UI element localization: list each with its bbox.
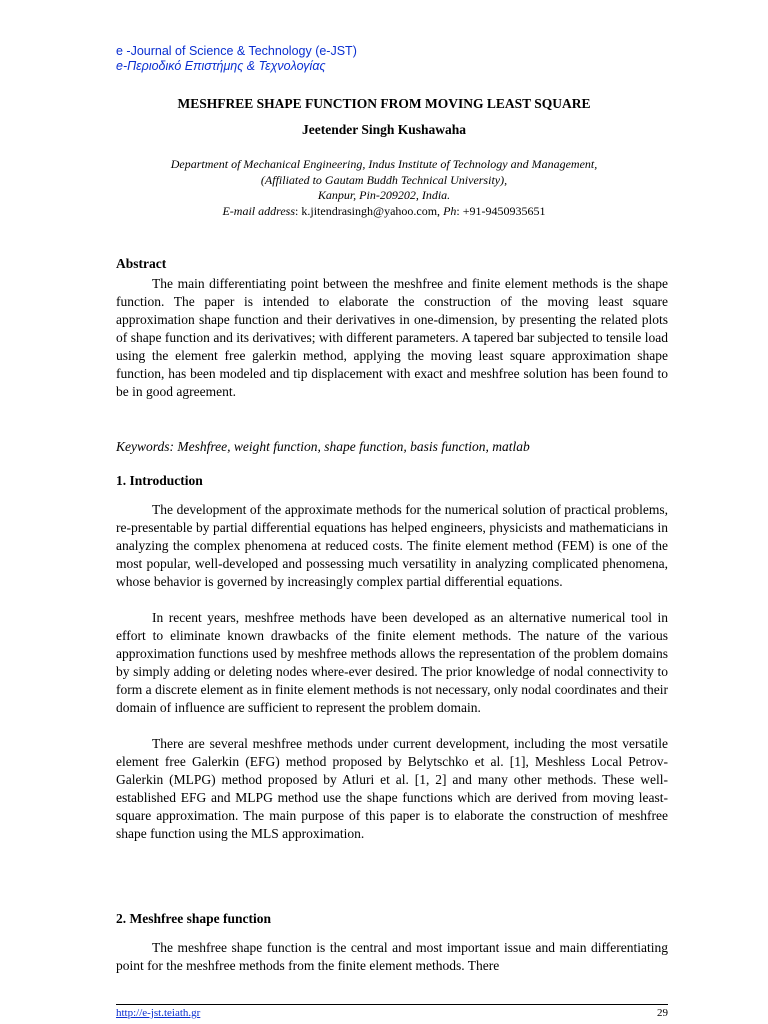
footer-url-link[interactable]: http://e-jst.teiath.gr — [116, 1007, 201, 1019]
introduction-paragraph-3: There are several meshfree methods under current development, including the most versatile element free Galerkin (EFG) method proposed by Belytschko et al. [1], Meshless Local Petrov-Galerkin (MLPG) method proposed by Atluri et al. [1, 2] and many other methods. These well-established EFG and MLPG method use the shape functions which are derived from moving least-square approximation. The main purpose of this paper is to elaborate the construction of meshfree shape function using the MLS approximation. — [116, 736, 668, 841]
phone-number: : +91-9450935651 — [456, 203, 546, 218]
shape-function-section — [116, 910, 668, 975]
affiliation-department: Department of Mechanical Engineering, Indus Institute of Technology and Management, — [170, 157, 598, 171]
paper-title: MESHFREE SHAPE FUNCTION FROM MOVING LEAST SQUARE — [177, 96, 591, 111]
abstract-section — [116, 255, 668, 401]
journal-name-greek: e-Περιοδικό Επιστήμης & Τεχνολογίας — [116, 59, 326, 73]
footer-divider — [116, 1004, 668, 1005]
journal-name-english: e -Journal of Science & Technology (e-JST) — [116, 44, 357, 58]
paper-author: Jeetender Singh Kushawaha — [301, 122, 467, 137]
affiliation-location: Kanpur, Pin-209202, India. — [317, 188, 451, 202]
introduction-paragraph-1: The development of the approximate methods for the numerical solution of practical problems, re-presentable by partial differential equations has helped engineers, physicists and mathematicians in analyzing the complex phenomena at reduced costs. The finite element method (FEM) is one of the most popular, well-developed and possessing much versatility in analyzing complicated phenomena, whose behavior is governed by increasingly complex partial differential equations. — [116, 502, 668, 589]
phone-label: Ph — [443, 203, 457, 218]
keywords-text: Keywords: Meshfree, weight function, shape function, basis function, matlab — [116, 439, 530, 454]
shape-function-heading: 2. Meshfree shape function — [116, 911, 271, 926]
abstract-text: The main differentiating point between the meshfree and finite element methods is the shape function. The paper is intended to elaborate the construction of the moving least square approximation shape function and their derivatives in one-dimension, by presenting the related plots of shape function and its derivatives; with different parameters. A tapered bar subjected to tensile load using the element free galerkin method, applying the moving least square approximation shape function, has been modeled and tip displacement with exact and meshfree solution has been found to be in good agreement. — [116, 276, 668, 399]
introduction-section — [116, 472, 668, 843]
journal-header — [116, 44, 357, 74]
shape-function-paragraph-1: The meshfree shape function is the central and most important issue and main differentiating point for the meshfree methods from the finite element methods. There — [116, 940, 668, 973]
email-label: E-mail address — [222, 203, 296, 218]
introduction-heading: 1. Introduction — [116, 473, 203, 488]
affiliation-university: (Affiliated to Gautam Buddh Technical University), — [260, 172, 508, 187]
introduction-paragraph-2: In recent years, meshfree methods have been developed as an alternative numerical tool in effort to eliminate known drawbacks of the finite element methods. The nature of the various approximation functions used by meshfree methods allows the representation of the problem domains by simply adding or deleting nodes where-ever desired. The prior knowledge of nodal connectivity to form a discrete element as in finite element methods is not necessary, only nodal coordinates and their domain of influence are sufficient to represent the problem domain. — [116, 610, 668, 715]
keywords-section — [116, 438, 668, 456]
affiliation-block — [0, 157, 768, 219]
abstract-heading: Abstract — [116, 256, 167, 271]
affiliation-contact — [0, 204, 768, 220]
page-number: 29 — [657, 1007, 668, 1019]
email-address: : k.jitendrasingh@yahoo.com, — [295, 203, 444, 218]
